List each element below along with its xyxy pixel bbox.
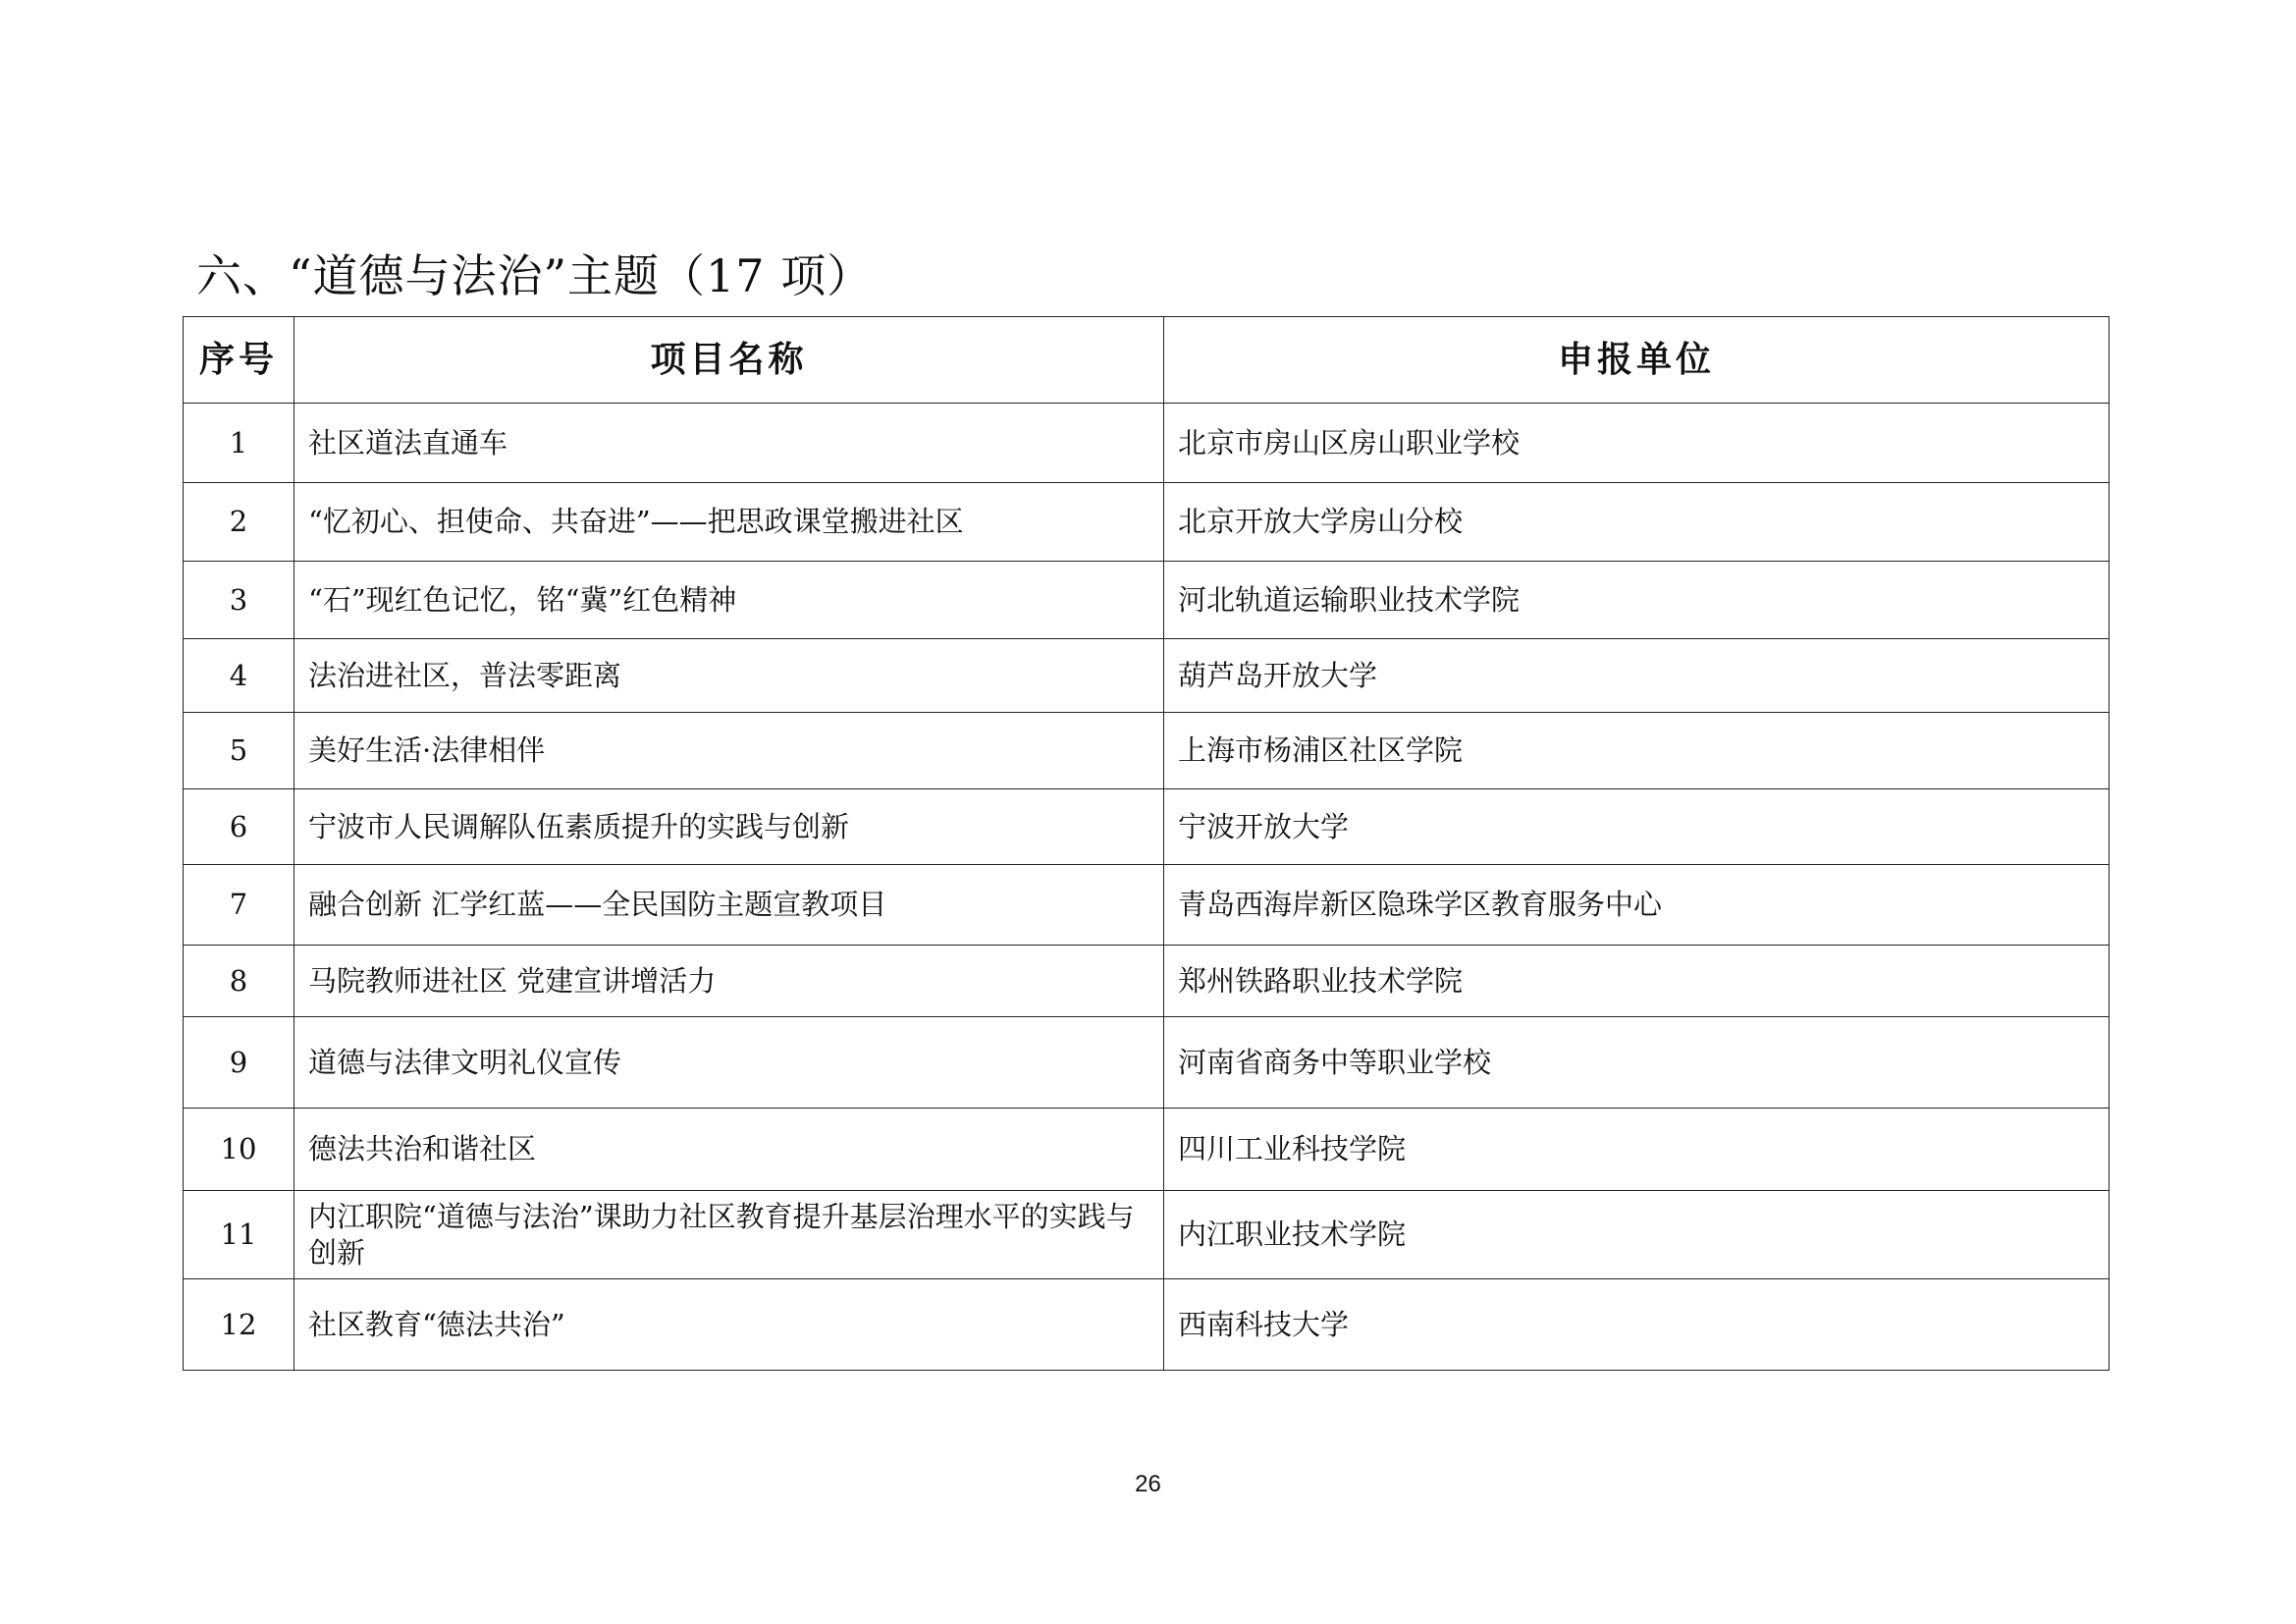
applicant-unit: 郑州铁路职业技术学院 — [1164, 946, 2109, 1017]
project-name: 德法共治和谐社区 — [294, 1109, 1164, 1191]
project-name: 美好生活·法律相伴 — [294, 713, 1164, 789]
table-row — [184, 789, 2109, 865]
page-number: 26 — [1135, 1471, 1161, 1497]
project-name: 融合创新 汇学红蓝——全民国防主题宣教项目 — [294, 865, 1164, 946]
project-table — [183, 316, 2109, 1371]
table-row — [184, 639, 2109, 713]
row-number: 1 — [184, 404, 294, 483]
applicant-unit: 西南科技大学 — [1164, 1279, 2109, 1371]
row-number: 4 — [184, 639, 294, 713]
table-row — [184, 562, 2109, 639]
project-name: 道德与法律文明礼仪宣传 — [294, 1017, 1164, 1109]
row-number: 9 — [184, 1017, 294, 1109]
row-number: 11 — [184, 1191, 294, 1279]
table-row — [184, 946, 2109, 1017]
table-header-row — [184, 317, 2109, 404]
header-project-name: 项目名称 — [294, 317, 1164, 404]
table-row — [184, 1109, 2109, 1191]
row-number: 2 — [184, 483, 294, 562]
row-number: 12 — [184, 1279, 294, 1371]
table-row — [184, 1279, 2109, 1371]
section-title: 六、“道德与法治”主题（17 项） — [196, 249, 874, 302]
project-name: 法治进社区，普法零距离 — [294, 639, 1164, 713]
table-row — [184, 713, 2109, 789]
row-number: 7 — [184, 865, 294, 946]
applicant-unit: 北京开放大学房山分校 — [1164, 483, 2109, 562]
applicant-unit: 内江职业技术学院 — [1164, 1191, 2109, 1279]
row-number: 6 — [184, 789, 294, 865]
table-row — [184, 865, 2109, 946]
row-number: 3 — [184, 562, 294, 639]
applicant-unit: 河南省商务中等职业学校 — [1164, 1017, 2109, 1109]
applicant-unit: 宁波开放大学 — [1164, 789, 2109, 865]
table-row — [184, 404, 2109, 483]
table-row — [184, 1017, 2109, 1109]
project-name: “石”现红色记忆，铭“冀”红色精神 — [294, 562, 1164, 639]
project-name: 内江职院“道德与法治”课助力社区教育提升基层治理水平的实践与创新 — [294, 1191, 1164, 1279]
table-row — [184, 1191, 2109, 1279]
project-name: 社区教育“德法共治” — [294, 1279, 1164, 1371]
applicant-unit: 四川工业科技学院 — [1164, 1109, 2109, 1191]
header-serial-number: 序号 — [184, 317, 294, 404]
table-row — [184, 483, 2109, 562]
applicant-unit: 上海市杨浦区社区学院 — [1164, 713, 2109, 789]
project-name: 宁波市人民调解队伍素质提升的实践与创新 — [294, 789, 1164, 865]
row-number: 10 — [184, 1109, 294, 1191]
row-number: 8 — [184, 946, 294, 1017]
row-number: 5 — [184, 713, 294, 789]
applicant-unit: 青岛西海岸新区隐珠学区教育服务中心 — [1164, 865, 2109, 946]
project-name: 社区道法直通车 — [294, 404, 1164, 483]
applicant-unit: 葫芦岛开放大学 — [1164, 639, 2109, 713]
header-applicant-unit: 申报单位 — [1164, 317, 2109, 404]
project-name: 马院教师进社区 党建宣讲增活力 — [294, 946, 1164, 1017]
project-name: “忆初心、担使命、共奋进”——把思政课堂搬进社区 — [294, 483, 1164, 562]
applicant-unit: 北京市房山区房山职业学校 — [1164, 404, 2109, 483]
applicant-unit: 河北轨道运输职业技术学院 — [1164, 562, 2109, 639]
